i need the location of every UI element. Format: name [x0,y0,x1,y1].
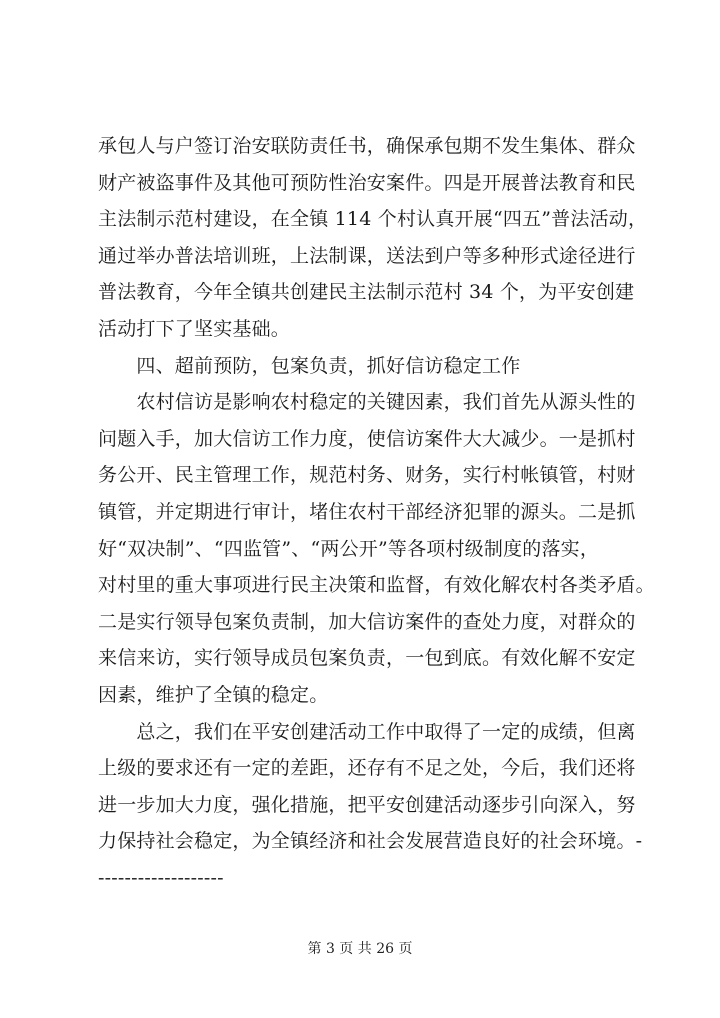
text-line: 对村里的重大事项进行民主决策和监督，有效化解农村各类矛盾。 [98,574,655,597]
text-line: 总之，我们在平安创建活动工作中取得了一定的成绩，但离 [98,720,636,743]
text-line: 上级的要求还有一定的差距，还存有不足之处，今后，我们还将 [98,757,636,780]
text-line: 镇管，并定期进行审计，堵住农村干部经济犯罪的源头。二是抓 [98,500,636,523]
text-line: 问题入手，加大信访工作力度，使信访案件大大减少。一是抓村 [98,427,636,450]
text-line: 农村信访是影响农村稳定的关键因素，我们首先从源头性的 [98,391,636,414]
text-line: 力保持社会稳定，为全镇经济和社会发展营造良好的社会环境。- [98,830,643,853]
text-line: 财产被盗事件及其他可预防性治安案件。四是开展普法教育和民 [98,171,636,194]
text-line: 承包人与户签订治安联防责任书，确保承包期不发生集体、群众 [98,135,636,157]
page-footer: 第 3 页 共 26 页 [307,941,413,957]
text-line: 进一步加大力度，强化措施，把平安创建活动逐步引向深入，努 [98,793,636,816]
text-line: 好“双决制”、“四监管”、“两公开”等各项村级制度的落实， [98,537,600,560]
text-line: 普法教育，今年全镇共创建民主法制示范村 34 个，为平安创建 [98,281,635,304]
body-text [98,128,655,896]
text-line: 务公开、民主管理工作，规范村务、财务，实行村帐镇管，村财 [98,464,636,487]
dash-separator: ------------------- [98,866,224,889]
section-heading: 四、超前预防，包案负责，抓好信访稳定工作 [98,354,521,377]
text-line: 主法制示范村建设，在全镇 114 个村认真开展“四五”普法活动， [98,208,648,231]
text-line: 二是实行领导包案负责制，加大信访案件的查处力度，对群众的 [98,610,636,633]
text-line: 因素，维护了全镇的稳定。 [98,683,329,706]
text-line: 活动打下了坚实基础。 [98,317,291,340]
text-line: 通过举办普法培训班，上法制课，送法到户等多种形式途径进行 [98,244,636,267]
text-line: 来信来访，实行领导成员包案负责，一包到底。有效化解不安定 [98,647,636,670]
